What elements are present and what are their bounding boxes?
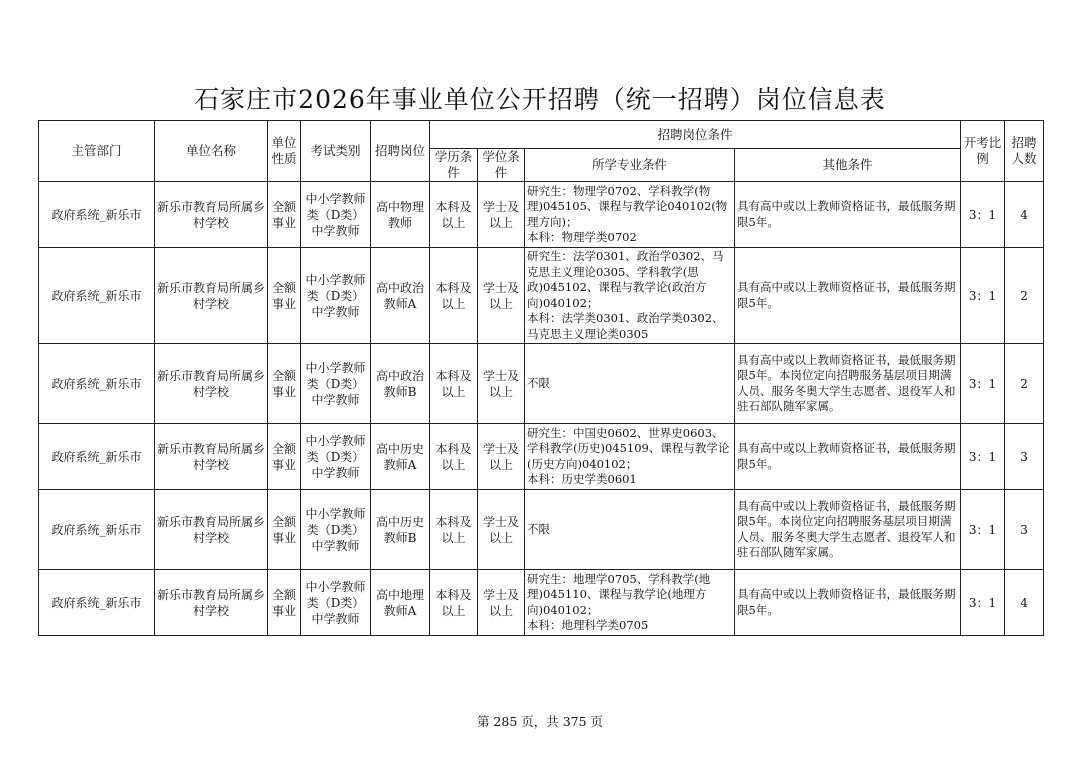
cell-ratio: 3：1 (961, 182, 1005, 248)
cell-edu: 本科及以上 (430, 248, 478, 344)
header-ratio: 开考比例 (961, 121, 1005, 182)
cell-other: 具有高中或以上教师资格证书，最低服务期限5年。 (735, 182, 961, 248)
cell-exam: 中小学教师类（D类）中学教师 (301, 344, 371, 424)
table-row (39, 424, 1044, 490)
cell-major: 研究生：物理学0702、学科教学(物理)045105、课程与教学论040102(物理方向)； 本科：物理学类0702 (525, 182, 735, 248)
cell-post: 高中政治教师B (371, 344, 430, 424)
cell-unit: 新乐市教育局所属乡村学校 (155, 424, 268, 490)
header-nature: 单位性质 (268, 121, 301, 182)
cell-nature: 全额事业 (268, 248, 301, 344)
cell-degree: 学士及以上 (478, 344, 525, 424)
cell-major: 研究生：中国史0602、世界史0603、学科教学(历史)045109、课程与教学论(历史方向)040102； 本科：历史学类0601 (525, 424, 735, 490)
cell-other: 具有高中或以上教师资格证书，最低服务期限5年。本岗位定向招聘服务基层项目期满人员、服务冬奥大学生志愿者、退役军人和驻石部队随军家属。 (735, 490, 961, 570)
cell-edu: 本科及以上 (430, 570, 478, 636)
cell-dept: 政府系统_新乐市 (39, 570, 155, 636)
page-footer: 第 285 页，共 375 页 (476, 714, 604, 729)
cell-count: 2 (1005, 248, 1044, 344)
cell-ratio: 3：1 (961, 570, 1005, 636)
cell-other: 具有高中或以上教师资格证书，最低服务期限5年。 (735, 248, 961, 344)
cell-edu: 本科及以上 (430, 344, 478, 424)
header-post: 招聘岗位 (371, 121, 430, 182)
header-conditions: 招聘岗位条件 (430, 121, 961, 149)
cell-dept: 政府系统_新乐市 (39, 424, 155, 490)
cell-degree: 学士及以上 (478, 182, 525, 248)
cell-count: 3 (1005, 490, 1044, 570)
table-row (39, 344, 1044, 424)
cell-nature: 全额事业 (268, 570, 301, 636)
cell-nature: 全额事业 (268, 182, 301, 248)
cell-exam: 中小学教师类（D类）中学教师 (301, 182, 371, 248)
cell-post: 高中地理教师A (371, 570, 430, 636)
cell-degree: 学士及以上 (478, 248, 525, 344)
header-count: 招聘人数 (1005, 121, 1044, 182)
cell-other: 具有高中或以上教师资格证书，最低服务期限5年。 (735, 424, 961, 490)
cell-post: 高中历史教师B (371, 490, 430, 570)
header-major: 所学专业条件 (525, 149, 735, 182)
cell-dept: 政府系统_新乐市 (39, 490, 155, 570)
cell-exam: 中小学教师类（D类）中学教师 (301, 570, 371, 636)
cell-major: 不限 (525, 344, 735, 424)
table-row (39, 490, 1044, 570)
table-body (39, 182, 1044, 636)
cell-dept: 政府系统_新乐市 (39, 248, 155, 344)
cell-degree: 学士及以上 (478, 424, 525, 490)
cell-ratio: 3：1 (961, 248, 1005, 344)
cell-unit: 新乐市教育局所属乡村学校 (155, 570, 268, 636)
cell-unit: 新乐市教育局所属乡村学校 (155, 490, 268, 570)
table-row (39, 570, 1044, 636)
cell-dept: 政府系统_新乐市 (39, 344, 155, 424)
header-other: 其他条件 (735, 149, 961, 182)
cell-ratio: 3：1 (961, 490, 1005, 570)
cell-post: 高中历史教师A (371, 424, 430, 490)
cell-count: 4 (1005, 182, 1044, 248)
cell-degree: 学士及以上 (478, 570, 525, 636)
cell-major: 研究生：地理学0705、学科教学(地理)045110、课程与教学论(地理方向)040102； 本科：地理科学类0705 (525, 570, 735, 636)
cell-edu: 本科及以上 (430, 490, 478, 570)
cell-nature: 全额事业 (268, 344, 301, 424)
cell-exam: 中小学教师类（D类）中学教师 (301, 424, 371, 490)
cell-post: 高中政治教师A (371, 248, 430, 344)
cell-unit: 新乐市教育局所属乡村学校 (155, 248, 268, 344)
cell-ratio: 3：1 (961, 344, 1005, 424)
header-edu: 学历条件 (430, 149, 478, 182)
cell-nature: 全额事业 (268, 424, 301, 490)
cell-degree: 学士及以上 (478, 490, 525, 570)
job-table (38, 120, 1044, 636)
header-exam: 考试类别 (301, 121, 371, 182)
cell-exam: 中小学教师类（D类）中学教师 (301, 490, 371, 570)
cell-major: 不限 (525, 490, 735, 570)
header-dept: 主管部门 (39, 121, 155, 182)
cell-edu: 本科及以上 (430, 182, 478, 248)
cell-post: 高中物理教师 (371, 182, 430, 248)
cell-edu: 本科及以上 (430, 424, 478, 490)
cell-count: 3 (1005, 424, 1044, 490)
cell-other: 具有高中或以上教师资格证书，最低服务期限5年。本岗位定向招聘服务基层项目期满人员、服务冬奥大学生志愿者、退役军人和驻石部队随军家属。 (735, 344, 961, 424)
table-row (39, 248, 1044, 344)
cell-major: 研究生：法学0301、政治学0302、马克思主义理论0305、学科教学(思政)045102、课程与教学论(政治方向)040102； 本科：法学类0301、政治学类0302、马克思主义理论类0305 (525, 248, 735, 344)
cell-exam: 中小学教师类（D类）中学教师 (301, 248, 371, 344)
cell-count: 4 (1005, 570, 1044, 636)
header-unit: 单位名称 (155, 121, 268, 182)
cell-other: 具有高中或以上教师资格证书，最低服务期限5年。 (735, 570, 961, 636)
cell-dept: 政府系统_新乐市 (39, 182, 155, 248)
cell-nature: 全额事业 (268, 490, 301, 570)
cell-unit: 新乐市教育局所属乡村学校 (155, 182, 268, 248)
cell-ratio: 3：1 (961, 424, 1005, 490)
cell-unit: 新乐市教育局所属乡村学校 (155, 344, 268, 424)
table-row (39, 182, 1044, 248)
page-title: 石家庄市2026年事业单位公开招聘（统一招聘）岗位信息表 (194, 85, 886, 114)
cell-count: 2 (1005, 344, 1044, 424)
table-header (39, 121, 1044, 182)
header-degree: 学位条件 (478, 149, 525, 182)
